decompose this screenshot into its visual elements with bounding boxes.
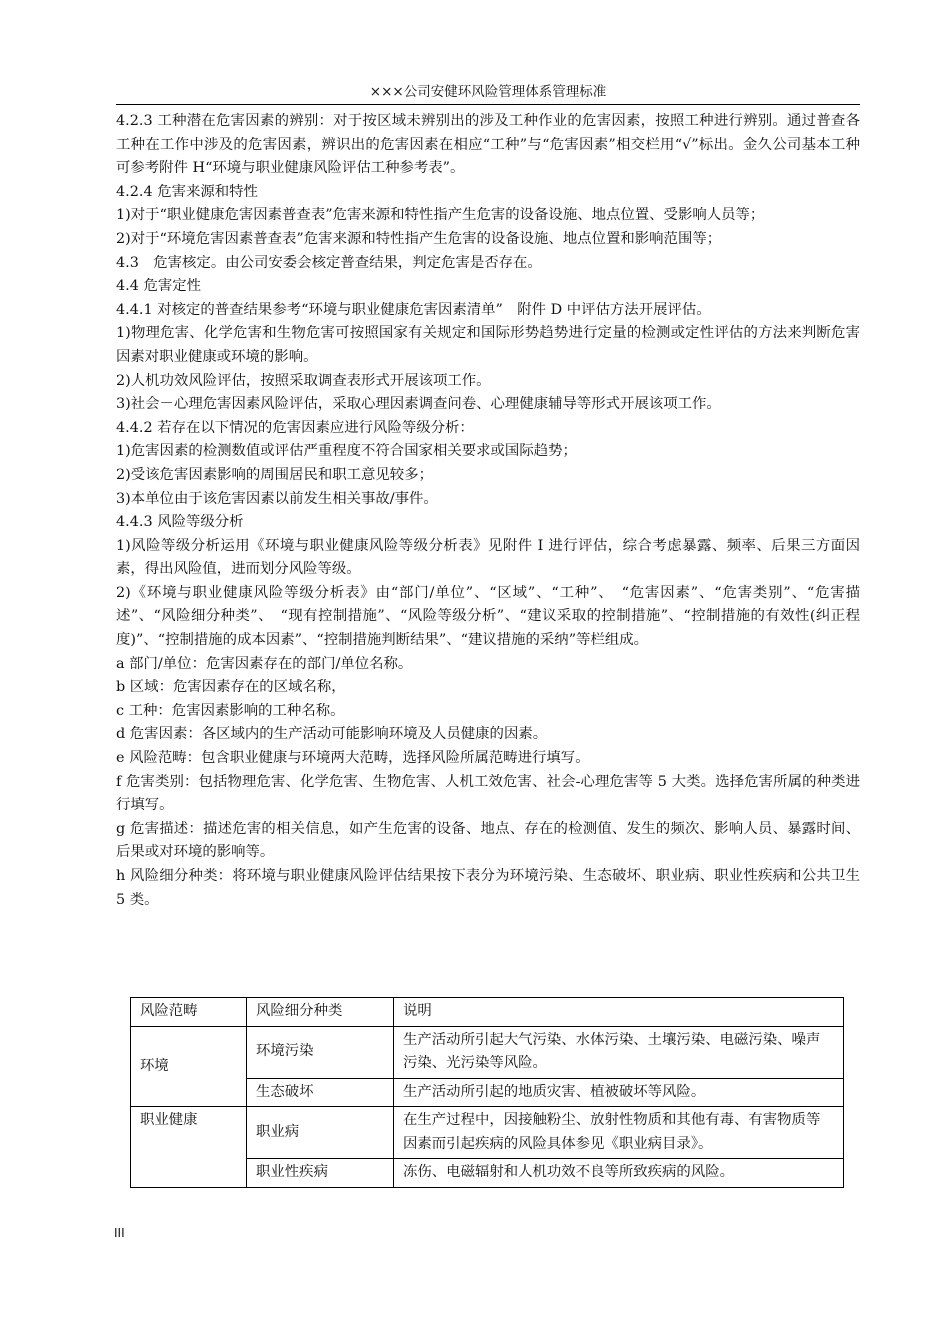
table-header-cell: 风险范畴	[131, 998, 247, 1027]
paragraph: 2)《环境与职业健康风险等级分析表》由“部门/单位”、“区域”、“工种”、 “危害因素”、“危害类别”、“危害描述”、“风险细分种类”、 “现有控制措施”、“风险等级分析”、“建议采取的控制措施”、“控制措施的有效性(纠正程度)”、“控制措施的成本因素”、“控制措施判断结果”、“建议措施的采纳”等栏组成。	[116, 584, 860, 649]
category-cell: 环境	[131, 1026, 247, 1107]
paragraph: 2)对于“环境危害因素普查表”危害来源和特性指产生危害的设备设施、地点位置和影响范围等；	[116, 230, 722, 247]
paragraph: c 工种：危害因素影响的工种名称。	[116, 702, 345, 719]
subcategory-cell: 生态破坏	[247, 1078, 394, 1107]
table-header-cell: 风险细分种类	[247, 998, 394, 1027]
description-cell: 生产活动所引起的地质灾害、植被破坏等风险。	[394, 1078, 844, 1107]
header-rule	[116, 104, 860, 105]
table-header-row	[131, 998, 844, 1027]
document-body	[116, 110, 860, 912]
paragraph: 1)风险等级分析运用《环境与职业健康风险等级分析表》见附件 I 进行评估，综合考虑暴露、频率、后果三方面因素，得出风险值，进而划分风险等级。	[116, 537, 860, 578]
paragraph: 4.4.3 风险等级分析	[116, 514, 244, 531]
paragraph: 3)社会－心理危害因素风险评估，采取心理因素调查问卷、心理健康辅导等形式开展该项工作。	[116, 396, 721, 413]
description-cell: 冻伤、电磁辐射和人机功效不良等所致疾病的风险。	[394, 1159, 844, 1188]
paragraph: f 危害类别：包括物理危害、化学危害、生物危害、人机工效危害、社会-心理危害等 5 大类。选择危害所属的种类进行填写。	[116, 773, 860, 814]
table-row	[131, 1026, 844, 1078]
category-cell: 职业健康	[131, 1107, 247, 1188]
description-cell: 生产活动所引起大气污染、水体污染、土壤污染、电磁污染、噪声污染、光污染等风险。	[394, 1026, 844, 1078]
page-header-title: ×××公司安健环风险管理体系管理标准	[369, 84, 607, 100]
table-row	[131, 1107, 844, 1159]
paragraph: 4.2.4 危害来源和特性	[116, 183, 258, 200]
subcategory-cell: 环境污染	[247, 1026, 394, 1078]
paragraph: 2)人机功效风险评估，按照采取调查表形式开展该项工作。	[116, 372, 491, 389]
subcategory-cell: 职业性疾病	[247, 1159, 394, 1188]
page-number: III	[114, 1226, 125, 1240]
paragraph: d 危害因素：各区域内的生产活动可能影响环境及人员健康的因素。	[116, 726, 548, 743]
paragraph: 2)受该危害因素影响的周围居民和职工意见较多；	[116, 466, 433, 483]
paragraph: 4.4 危害定性	[116, 278, 202, 295]
risk-classification-table	[130, 997, 844, 1188]
paragraph: b 区域：危害因素存在的区域名称，	[116, 679, 346, 696]
subcategory-cell: 职业病	[247, 1107, 394, 1159]
paragraph: g 危害描述：描述危害的相关信息，如产生危害的设备、地点、存在的检测值、发生的频次、影响人员、暴露时间、后果或对环境的影响等。	[116, 820, 860, 861]
paragraph: 4.4.1 对核定的普查结果参考“环境与职业健康危害因素清单” 附件 D 中评估方法开展评估。	[116, 301, 711, 318]
paragraph: 4.4.2 若存在以下情况的危害因素应进行风险等级分析：	[116, 419, 474, 436]
paragraph: 3)本单位由于该危害因素以前发生相关事故/事件。	[116, 490, 438, 507]
paragraph: a 部门/单位：危害因素存在的部门/单位名称。	[116, 655, 413, 672]
paragraph: e 风险范畴：包含职业健康与环境两大范畴，选择风险所属范畴进行填写。	[116, 750, 590, 767]
description-cell: 在生产过程中，因接触粉尘、放射性物质和其他有毒、有害物质等因素而引起疾病的风险具体参见《职业病目录》。	[394, 1107, 844, 1159]
paragraph: 1)危害因素的检测数值或评估严重程度不符合国家相关要求或国际趋势；	[116, 443, 577, 460]
paragraph: 1)对于“职业健康危害因素普查表”危害来源和特性指产生危害的设备设施、地点位置、受影响人员等；	[116, 207, 765, 224]
paragraph: 1)物理危害、化学危害和生物危害可按照国家有关规定和国际形势趋势进行定量的检测或定性评估的方法来判断危害因素对职业健康或环境的影响。	[116, 325, 860, 365]
table-header-cell: 说明	[394, 998, 844, 1027]
paragraph: 4.2.3 工种潜在危害因素的辨别：对于按区域未辨别出的涉及工种作业的危害因素，按照工种进行辨别。通过普查各工种在工作中涉及的危害因素，辨识出的危害因素在相应“工种”与“危害因素”相交栏用“√”标出。金久公司基本工种可参考附件 H“环境与职业健康风险评估工种参考表”。	[116, 113, 860, 177]
paragraph: 4.3 危害核定。由公司安委会核定普查结果，判定危害是否存在。	[116, 254, 542, 271]
paragraph: h 风险细分种类：将环境与职业健康风险评估结果按下表分为环境污染、生态破坏、职业病、职业性疾病和公共卫生 5 类。	[116, 868, 860, 908]
